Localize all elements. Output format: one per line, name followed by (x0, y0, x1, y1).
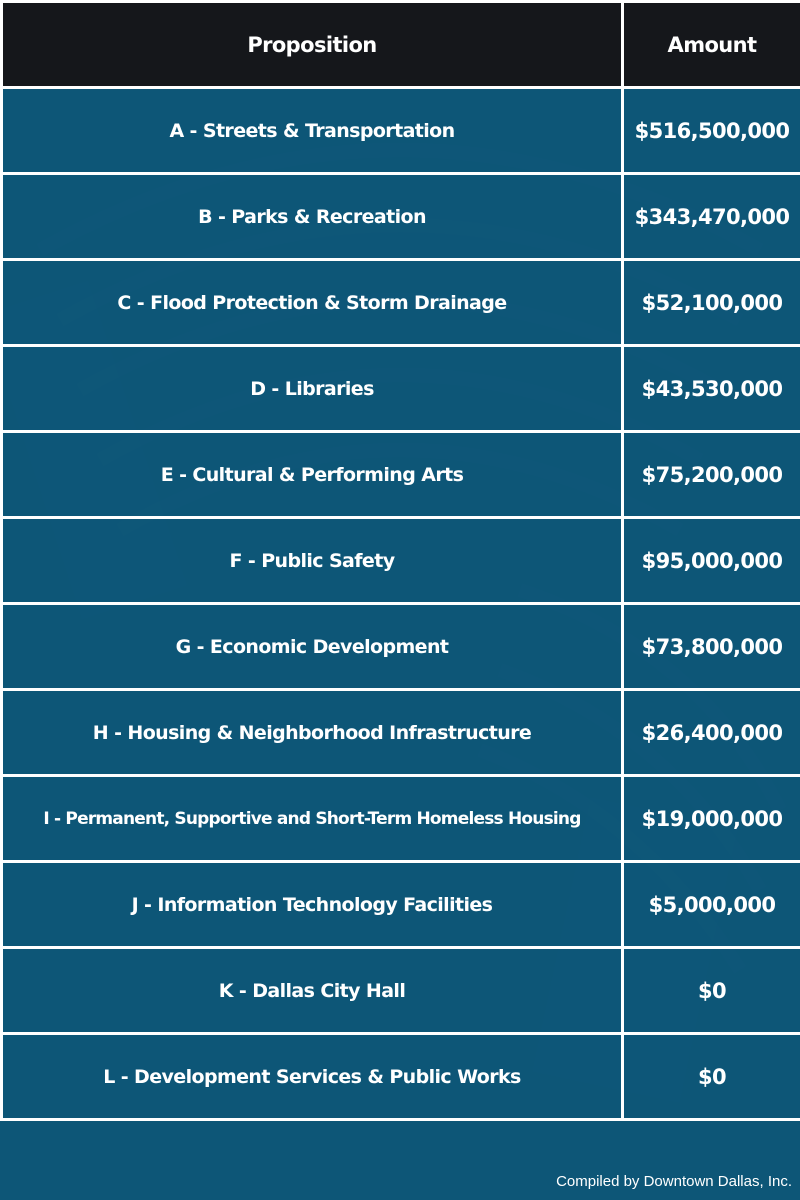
table-row (2, 690, 800, 776)
proposition-amount: $73,800,000 (623, 604, 800, 690)
proposition-amount: $52,100,000 (623, 260, 800, 346)
proposition-name: A - Streets & Transportation (2, 88, 623, 174)
proposition-amount: $19,000,000 (623, 776, 800, 862)
proposition-name: K - Dallas City Hall (2, 948, 623, 1034)
proposition-amount: $343,470,000 (623, 174, 800, 260)
proposition-name: J - Information Technology Facilities (2, 862, 623, 948)
proposition-name: I - Permanent, Supportive and Short-Term Homeless Housing (2, 776, 623, 862)
credit-text: Compiled by Downtown Dallas, Inc. (556, 1173, 792, 1190)
proposition-amount: $95,000,000 (623, 518, 800, 604)
table-header-row (2, 2, 800, 88)
table-row (2, 518, 800, 604)
proposition-amount: $26,400,000 (623, 690, 800, 776)
proposition-amount: $516,500,000 (623, 88, 800, 174)
proposition-amount: $0 (623, 1034, 800, 1120)
table-row (2, 948, 800, 1034)
table-row (2, 260, 800, 346)
proposition-name: L - Development Services & Public Works (2, 1034, 623, 1120)
proposition-amount: $43,530,000 (623, 346, 800, 432)
proposition-name: H - Housing & Neighborhood Infrastructure (2, 690, 623, 776)
proposition-name: F - Public Safety (2, 518, 623, 604)
proposition-name: G - Economic Development (2, 604, 623, 690)
proposition-name: D - Libraries (2, 346, 623, 432)
table-row (2, 862, 800, 948)
proposition-name: B - Parks & Recreation (2, 174, 623, 260)
proposition-name: E - Cultural & Performing Arts (2, 432, 623, 518)
table-row (2, 1034, 800, 1120)
proposition-amount: $75,200,000 (623, 432, 800, 518)
table-row (2, 432, 800, 518)
proposition-amount: $5,000,000 (623, 862, 800, 948)
table-row (2, 174, 800, 260)
table-row (2, 604, 800, 690)
table-row (2, 88, 800, 174)
table-row (2, 776, 800, 862)
proposition-column-header: Proposition (2, 2, 623, 88)
proposition-name: C - Flood Protection & Storm Drainage (2, 260, 623, 346)
table-row (2, 346, 800, 432)
proposition-amount: $0 (623, 948, 800, 1034)
amount-column-header: Amount (623, 2, 800, 88)
